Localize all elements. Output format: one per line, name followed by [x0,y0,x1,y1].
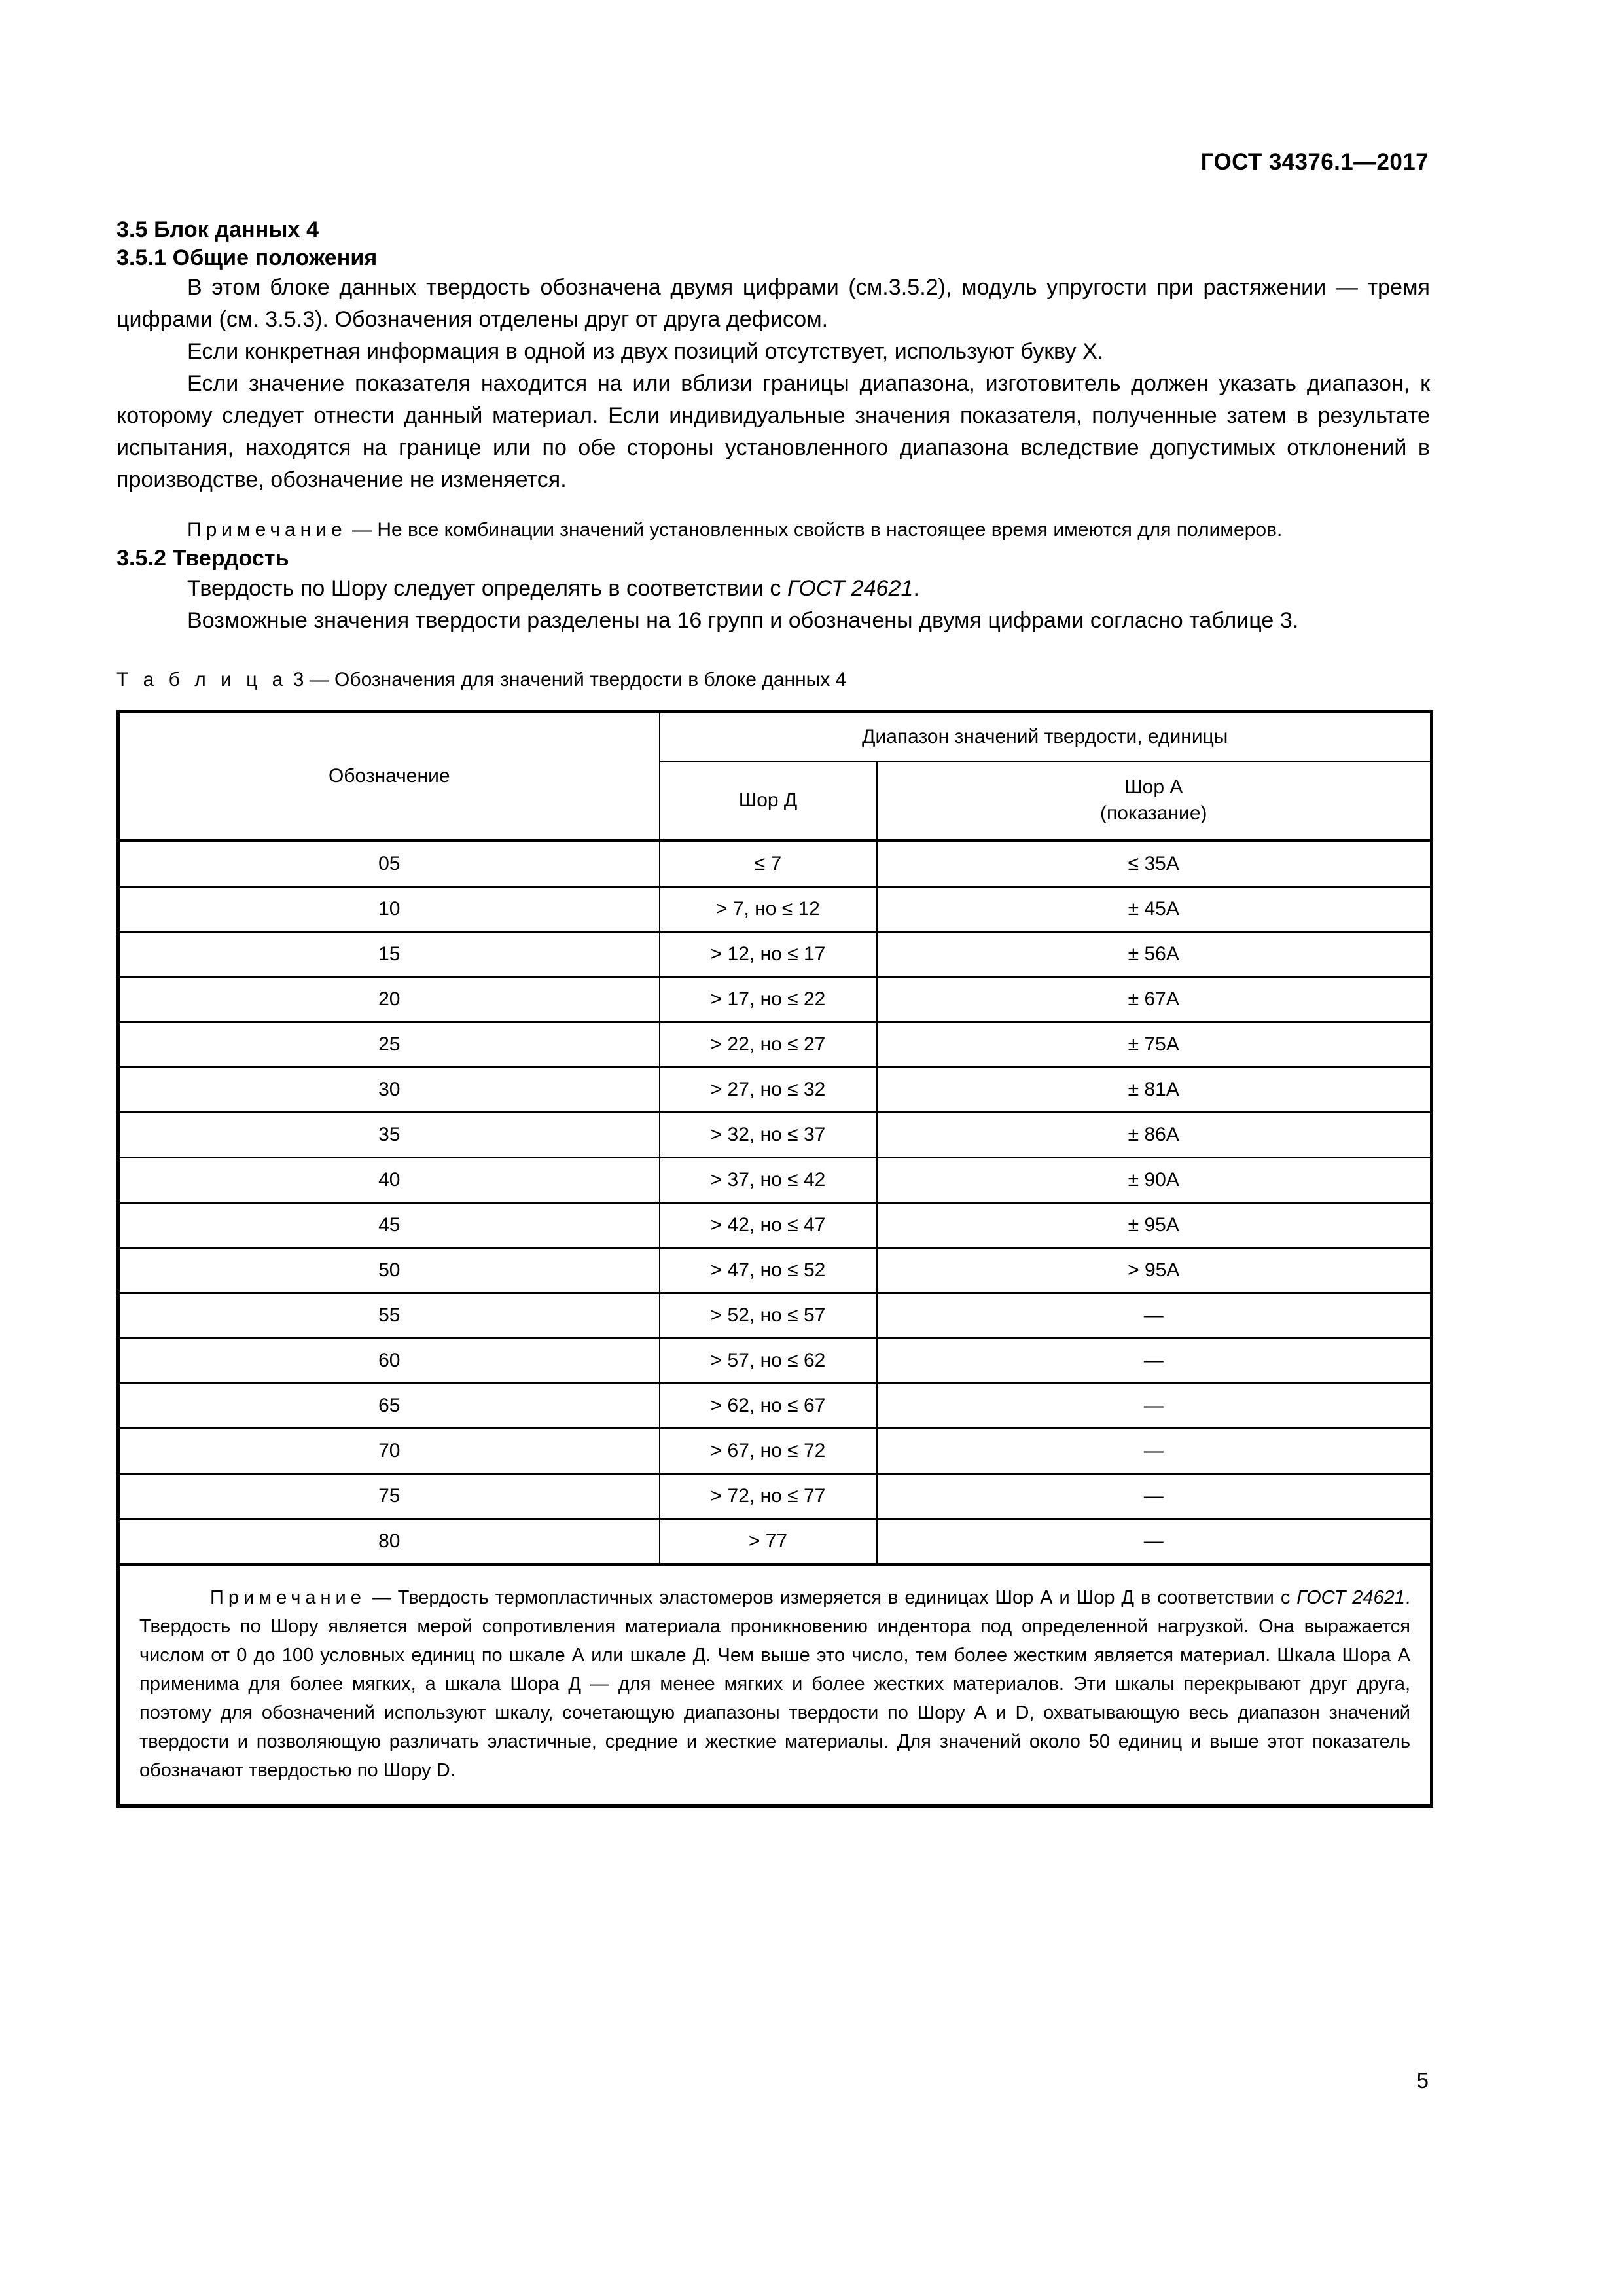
table-row [118,1473,1432,1518]
table-cell-designation: 50 [118,1247,660,1293]
table-cell-designation: 80 [118,1518,660,1564]
table-cell-shore-d: > 37, но ≤ 42 [660,1157,877,1202]
table-cell-designation: 15 [118,931,660,977]
footnote-standard-reference: ГОСТ 24621 [1296,1587,1405,1608]
table-row [118,1157,1432,1202]
table-row [118,1247,1432,1293]
table-cell-shore-a: ± 75А [877,1022,1432,1067]
table-cell-designation: 10 [118,886,660,931]
note-dash: — [346,519,378,541]
table-footnote-cell [118,1564,1432,1806]
footnote-dash: — [365,1587,398,1608]
table-cell-shore-a: — [877,1383,1432,1428]
table-footnote-text [139,1583,1410,1785]
table-cell-shore-a: ± 45А [877,886,1432,931]
table-cell-designation: 35 [118,1112,660,1157]
paragraph-3-5-2-1-text-b: . [913,575,919,601]
table-cell-shore-a: ± 81А [877,1067,1432,1112]
table-row [118,840,1432,886]
page-number: 5 [1416,2068,1429,2092]
table-cell-shore-a: — [877,1293,1432,1338]
section-heading-3-5-1: 3.5.1 Общие положения [116,245,378,270]
table-row [118,931,1432,977]
running-header-standard-id: ГОСТ 34376.1—2017 [1200,149,1429,175]
paragraph-3-5-1-1: В этом блоке данных твердость обозначена двумя цифрами (см.3.5.2), модуль упругости при растяжении — тремя цифрами (см. 3.5.3). Обозначения отделены друг от друга дефисом. [116,275,1430,332]
table-row [118,1202,1432,1247]
table-header-shore-a-line1: Шор А [1124,776,1183,798]
table-header-row-1 [118,711,1432,761]
table-row [118,1293,1432,1338]
table-cell-shore-a: — [877,1338,1432,1383]
table-body [118,840,1432,1564]
table-header-shore-d: Шор Д [660,761,877,841]
table-row [118,1022,1432,1067]
table-cell-shore-d: > 77 [660,1518,877,1564]
table-header-designation: Обозначение [118,711,660,840]
table-cell-shore-d: > 52, но ≤ 57 [660,1293,877,1338]
table-foot [118,1564,1432,1806]
table-cell-designation: 65 [118,1383,660,1428]
table-cell-shore-a: — [877,1428,1432,1473]
table-cell-designation: 05 [118,840,660,886]
table-cell-designation: 45 [118,1202,660,1247]
table-caption-number: 3 [293,668,304,691]
table-cell-shore-a: ≤ 35А [877,840,1432,886]
table-row [118,1518,1432,1564]
table-row [118,1067,1432,1112]
table-cell-shore-a: ± 95А [877,1202,1432,1247]
table-cell-shore-d: > 62, но ≤ 67 [660,1383,877,1428]
paragraph-3-5-2-2: Возможные значения твердости разделены на 16 групп и обозначены двумя цифрами согласно таблице 3. [187,607,1299,633]
table-row [118,1112,1432,1157]
table-cell-shore-d: > 17, но ≤ 22 [660,977,877,1022]
table-cell-shore-d: > 47, но ≤ 52 [660,1247,877,1293]
table-head [118,711,1432,840]
paragraph-3-5-1-2: Если конкретная информация в одной из двух позиций отсутствует, используют букву X. [187,339,1104,364]
table-row [118,1428,1432,1473]
table-cell-designation: 40 [118,1157,660,1202]
table-cell-shore-a: — [877,1473,1432,1518]
table-3-hardness-designations [116,710,1433,1808]
page-content [116,216,1430,1808]
paragraph-3-5-1-3: Если значение показателя находится на или вблизи границы диапазона, изготовитель должен указать диапазон, к которому следует отнести данный материал. Если индивидуальные значения показателя, полученные затем в результате испытания, находятся на границе или по обе стороны установленного диапазона вследствие допустимых отклонений в производстве, обозначение не изменяется. [116,371,1430,492]
table-cell-designation: 30 [118,1067,660,1112]
table-cell-designation: 20 [118,977,660,1022]
table-caption-text: Обозначения для значений твердости в блоке данных 4 [334,668,847,691]
table-caption-label: Т а б л и ц а [116,668,288,691]
footnote-label: Примечание [210,1587,366,1608]
table-cell-designation: 75 [118,1473,660,1518]
table-cell-designation: 60 [118,1338,660,1383]
table-header-shore-a-line2: (показание) [1100,802,1207,824]
note-text: Не все комбинации значений установленных свойств в настоящее время имеются для полимеров. [377,519,1283,541]
table-cell-shore-a: ± 86А [877,1112,1432,1157]
table-cell-shore-d: > 27, но ≤ 32 [660,1067,877,1112]
standard-reference-gost-24621: ГОСТ 24621 [787,575,914,601]
footnote-part-2: . Твердость по Шору является мерой сопротивления материала проникновению индентора под определенной нагрузкой. Она выражается числом от 0 до 100 условных единиц по шкале А или шкале Д. Чем выше это число, тем более жестким является материал. Шкала Шора А применима для более мягких, а шкала Шора Д — для менее мягких и более жестких материалов. Эти шкалы перекрывают друг друга, поэтому для обозначений используют шкалу, сочетающую диапазоны твердости по Шору А и D, охватывающую весь диапазон значений твердости и позволяющую различать эластичные, средние и жесткие материалы. Для значений около 50 единиц и выше этот показатель обозначают твердостью по Шору D. [139,1587,1410,1781]
table-caption-dash: — [304,668,335,691]
table-cell-shore-a: — [877,1518,1432,1564]
table-cell-designation: 70 [118,1428,660,1473]
table-row [118,886,1432,931]
table-cell-shore-d: > 42, но ≤ 47 [660,1202,877,1247]
table-cell-shore-d: > 32, но ≤ 37 [660,1112,877,1157]
note-3-5-1 [116,516,1430,545]
footnote-part-1: Твердость термопластичных эластомеров измеряется в единицах Шор А и Шор Д в соответствии с [397,1587,1297,1608]
table-cell-shore-d: > 57, но ≤ 62 [660,1338,877,1383]
table-cell-shore-a: ± 67А [877,977,1432,1022]
table-cell-shore-d: > 67, но ≤ 72 [660,1428,877,1473]
note-label: Примечание [187,519,347,541]
table-header-range-span: Диапазон значений твердости, единицы [660,711,1432,761]
table-header-shore-a [877,761,1432,841]
section-heading-3-5: 3.5 Блок данных 4 [116,217,319,242]
table-cell-shore-d: > 12, но ≤ 17 [660,931,877,977]
table-cell-shore-a: ± 56А [877,931,1432,977]
table-cell-designation: 55 [118,1293,660,1338]
table-row [118,1383,1432,1428]
paragraph-3-5-2-1-text-a: Твердость по Шору следует определять в соответствии с [187,575,787,601]
table-3-caption [116,667,1430,693]
paragraph-3-5-2-1 [116,573,1430,605]
table-cell-shore-d: > 22, но ≤ 27 [660,1022,877,1067]
table-row [118,1338,1432,1383]
table-cell-shore-d: > 7, но ≤ 12 [660,886,877,931]
table-row [118,977,1432,1022]
table-cell-shore-d: ≤ 7 [660,840,877,886]
table-cell-shore-d: > 72, но ≤ 77 [660,1473,877,1518]
table-cell-shore-a: ± 90А [877,1157,1432,1202]
table-cell-shore-a: > 95А [877,1247,1432,1293]
section-heading-3-5-2: 3.5.2 Твердость [116,546,289,571]
table-cell-designation: 25 [118,1022,660,1067]
table-footnote-row [118,1564,1432,1806]
